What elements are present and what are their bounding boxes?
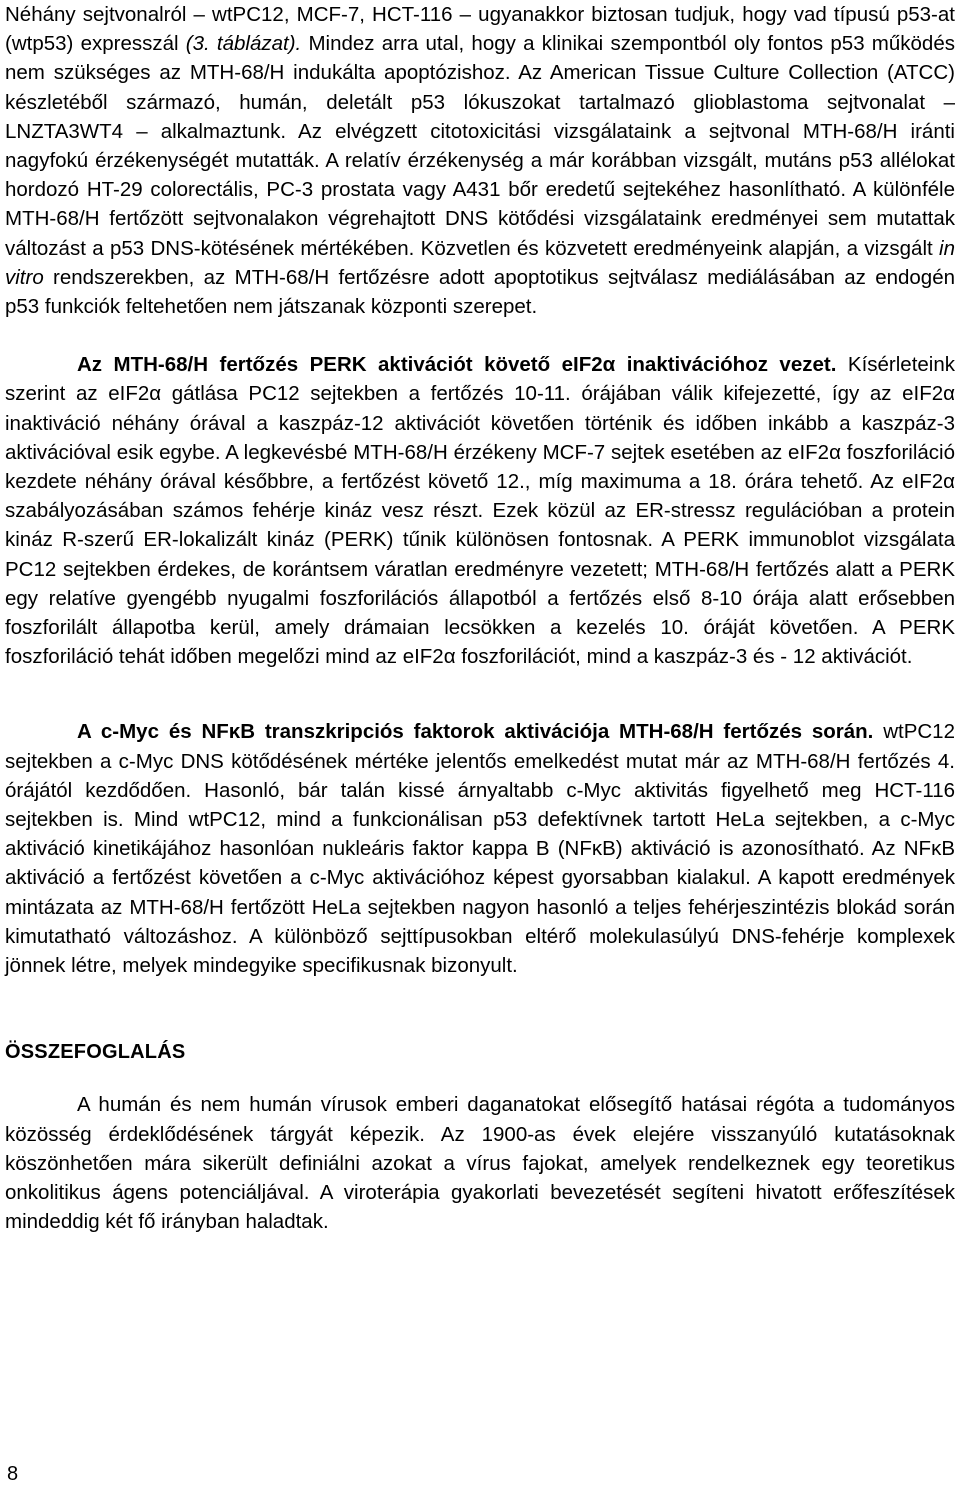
paragraph-body: wtPC12 sejtekben a c-Myc DNS kötődésének mértéke jelentős emelkedést mutat már az MTH-68/H fertőzés 4. órájától kezdődően. Hasonló, bár talán kissé árnyaltabb c-Myc aktivitás figyelhető meg HCT-116 sejtekben is. Mind wtPC12, mind a funkcionálisan p53 defektívnek tartott HeLa sejtekben, a c-Myc aktiváció kinetikájához hasonlóan nukleáris faktor kappa B (NFκB) aktiváció is azonosítható. Az NFκB aktiváció a fertőzést követően a c-Myc aktivációhoz képest gyorsabban kialakul. A kapott eredmények mintázata az MTH-68/H fertőzött HeLa sejtekben nagyon hasonló a teljes fehérjeszintézis blokád során kimutatható változáshoz. A különböző sejttípusokban eltérő molekulasúlyú DNS-fehérje komplexek jönnek létre, melyek mindegyike specifikusnak bizonyult. <box>5 720 955 978</box>
text-run: Néhány sejtvonalról – wtPC12, MCF-7, HCT-116 – ugyanakkor biztosan tudjuk, hogy vad típusú p53-at (wtp53) expresszál <box>5 3 955 56</box>
in-vitro-term: in vitro <box>5 236 955 289</box>
paragraph-summary <box>5 1090 955 1236</box>
paragraph-body: A humán és nem humán vírusok emberi daganatokat elősegítő hatásai régóta a tudományos közösség érdeklődésének tárgyát képezik. Az 1900-as évek elejére visszanyúló kutatásoknak köszönhetően mára sikerült definiálni azokat a vírus fajokat, amelyek rendelkeznek egy teoretikus onkolitikus ágens potenciáljával. A viroterápia gyakorlati bevezetését segíteni hivatott erőfeszítések mindeddig két fő irányban haladtak. <box>5 1093 955 1234</box>
page-number: 8 <box>7 1463 19 1485</box>
document-page <box>5 0 955 1236</box>
text-run: rendszerekben, az MTH-68/H fertőzésre adott apoptotikus sejtválasz mediálásában az endogén p53 funkciók feltehetően nem játszanak központi szerepet. <box>5 265 955 319</box>
paragraph-perk <box>5 350 955 671</box>
paragraph-heading: Az MTH-68/H fertőzés PERK aktivációt követő eIF2α inaktivációhoz vezet. <box>77 353 837 377</box>
spacer <box>5 980 955 1038</box>
spacer <box>5 671 955 717</box>
spacer <box>5 321 955 350</box>
paragraph-cmyc <box>5 717 955 980</box>
text-run: Mindez arra utal, hogy a klinikai szempontból oly fontos p53 működés nem szükséges az MTH-68/H indukálta apoptózishoz. Az American Tissue Culture Collection (ATCC) készletéből származó, humán, deletált p53 lókuszokat tartalmazó glioblastoma sejtvonalat – LNZTA3WT4 – alkalmaztunk. Az elvégzett citotoxicitási vizsgálataink a sejtvonal MTH-68/H iránti nagyfokú érzékenységét mutatták. A relatív érzékenység a már korábban vizsgált, mutáns p53 allélokat hordozó HT-29 colorectális, PC-3 prostata vagy A431 bőr eredetű sejtekéhez hasonlítható. A különféle MTH-68/H fertőzött sejtvonalakon végrehajtott DNS kötődési vizsgálataink eredményei sem mutattak változást a p53 DNS-kötésének mértékében. Közvetlen és közvetett eredményeink alapján, a vizsgált <box>5 32 955 260</box>
section-title: ÖSSZEFOGLALÁS <box>5 1041 186 1064</box>
paragraph-p53 <box>5 0 955 321</box>
spacer <box>5 1067 955 1090</box>
table-reference: (3. táblázat). <box>185 32 302 56</box>
paragraph-heading: A c-Myc és NFκB transzkripciós faktorok aktivációja MTH-68/H fertőzés során. <box>77 720 874 744</box>
paragraph-body: Kísérleteink szerint az eIF2α gátlása PC12 sejtekben a fertőzés 10-11. órájában válik kifejezetté, így az eIF2α inaktiváció néhány órával a kaszpáz-12 aktivációt követően történik és időben inkább a kaszpáz-3 aktivációval esik egybe. A legkevésbé MTH-68/H érzékeny MCF-7 sejtek esetében az eIF2α foszforiláció kezdete néhány órával későbbre, a fertőzést követő 12., míg maximuma a 18. órára tehető. Az eIF2α szabályozásában számos fehérje kináz vesz részt. Ezek közül az ER-stressz regulációban a protein kináz R-szerű ER-lokalizált kináz (PERK) tűnik különösen fontosnak. A PERK immunoblot vizsgálata PC12 sejtekben érdekes, de korántsem váratlan eredményre vezetett; MTH-68/H fertőzés alatt a PERK egy relatíve gyengébb nyugalmi foszforilációs állapotból a fertőzés első 8-10 órája alatt erősebben foszforilált állapotba kerül, amely drámaian lecsökken a kezelés 10. óráját követően. A PERK foszforiláció tehát időben megelőzi mind az eIF2α foszforilációt, mind a kaszpáz-3 és - 12 aktivációt. <box>5 353 955 669</box>
